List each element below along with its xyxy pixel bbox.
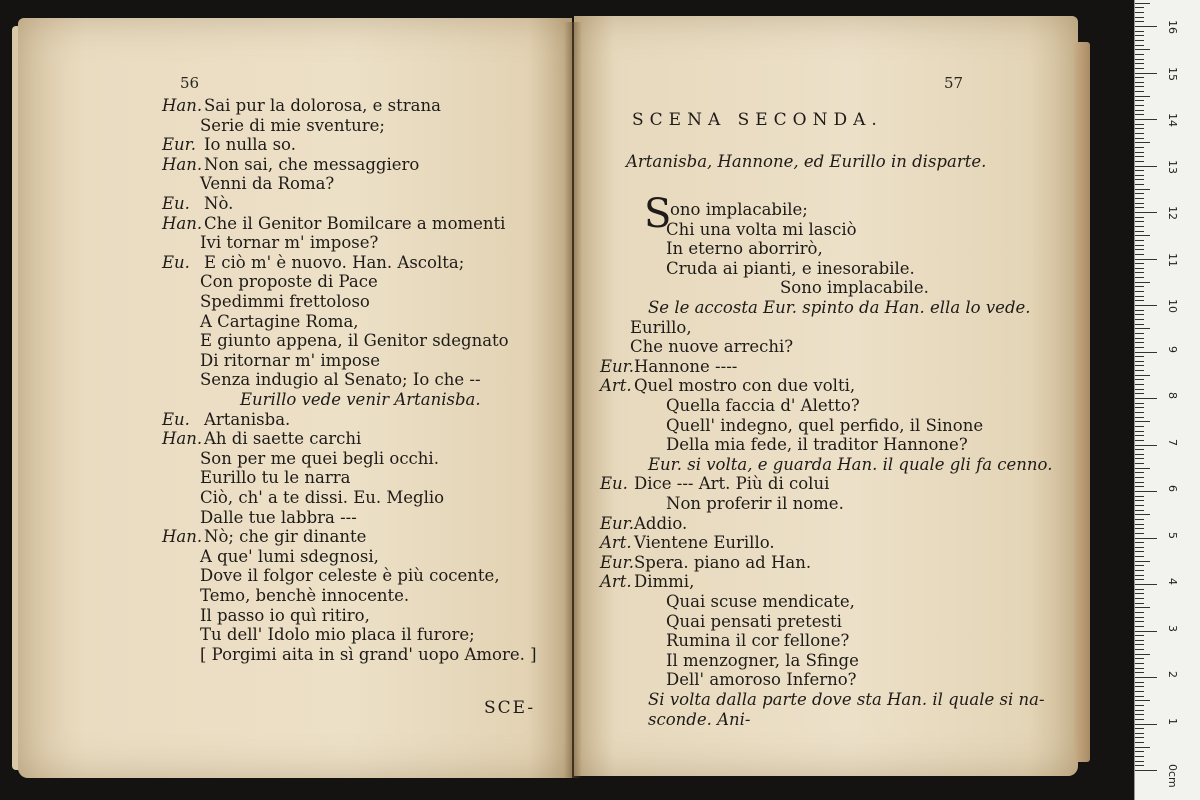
ruler-tick (1135, 403, 1144, 404)
ruler-tick (1135, 282, 1150, 283)
ruler-tick (1135, 370, 1144, 371)
ruler-tick (1135, 728, 1144, 729)
ruler-tick (1135, 221, 1144, 222)
verse-line: Il passo io quì ritiro, (200, 605, 370, 625)
ruler-tick (1135, 631, 1157, 632)
scene-title: SCENA SECONDA. (632, 110, 883, 130)
ruler-tick (1135, 365, 1144, 366)
ruler-tick (1135, 161, 1144, 162)
verse-line: Eurillo tu le narra (200, 468, 351, 488)
scene-stage-direction: Artanisba, Hannone, ed Eurillo in disparte. (626, 152, 987, 171)
verse-line: Chi una volta mi lasciò (666, 219, 857, 239)
ruler-tick (1135, 421, 1150, 422)
speaker-label: Eu. (162, 194, 190, 213)
ruler-tick (1135, 338, 1144, 339)
ruler-tick (1135, 147, 1144, 148)
left-catchword: SCE- (484, 698, 536, 718)
verse-line: Spera. piano ad Han. (634, 552, 812, 572)
stage-direction-line: Eurillo vede venir Artanisba. (240, 390, 481, 409)
ruler-tick (1135, 207, 1144, 208)
ruler-tick (1135, 617, 1144, 618)
verse-line: Di ritornar m' impose (200, 350, 381, 370)
ruler-tick (1135, 570, 1144, 571)
ruler-tick (1135, 198, 1144, 199)
verse-line: Sai pur la dolorosa, e strana (204, 96, 441, 115)
ruler-tick (1135, 245, 1144, 246)
verse-line: In eterno aborrirò, (666, 239, 823, 259)
ruler-tick (1135, 458, 1144, 459)
ruler-tick (1135, 128, 1144, 129)
measurement-ruler (1134, 0, 1200, 800)
ruler-tick (1135, 770, 1157, 771)
ruler-tick (1135, 417, 1144, 418)
ruler-tick (1135, 505, 1144, 506)
verse-line: A Cartagine Roma, (200, 311, 359, 331)
ruler-tick (1135, 463, 1144, 464)
ruler-tick (1135, 696, 1144, 697)
verse-line: Son per me quei begli occhi. (200, 448, 439, 468)
ruler-tick (1135, 35, 1144, 36)
stage-direction-line: sconde. Ani- (648, 709, 751, 729)
ruler-tick (1135, 12, 1144, 13)
ruler-tick (1135, 324, 1144, 325)
ruler-tick (1135, 584, 1157, 585)
ruler-tick (1135, 86, 1144, 87)
ruler-label: 3 (1166, 624, 1179, 632)
ruler-tick (1135, 542, 1144, 543)
ruler-tick (1135, 598, 1144, 599)
book-gutter (564, 22, 582, 778)
ruler-tick (1135, 361, 1144, 362)
ruler-tick (1135, 607, 1150, 608)
ruler-tick (1135, 138, 1144, 139)
ruler-tick (1135, 231, 1144, 232)
verse-line: Che nuove arrechi? (630, 337, 794, 357)
verse-line: ono implacabile; (670, 200, 808, 219)
ruler-tick (1135, 291, 1144, 292)
ruler-tick (1135, 756, 1144, 757)
ruler-tick (1135, 68, 1144, 69)
verse-line: Tu dell' Idolo mio placa il furore; (200, 625, 475, 645)
ruler-tick (1135, 91, 1144, 92)
verse-line: Sono implacabile. (780, 278, 929, 298)
ruler-tick (1135, 547, 1144, 548)
ruler-tick (1135, 747, 1150, 748)
ruler-tick (1135, 500, 1144, 501)
ruler-tick (1135, 556, 1144, 557)
ruler-tick (1135, 54, 1144, 55)
verse-line: Eurillo, (630, 317, 692, 337)
speaker-label: Art. (600, 533, 632, 553)
verse-line: A que' lumi sdegnosi, (200, 546, 379, 566)
ruler-tick (1135, 454, 1144, 455)
ruler-tick (1135, 486, 1144, 487)
ruler-tick (1135, 235, 1150, 236)
right-page (574, 16, 1078, 776)
left-page (18, 18, 572, 778)
speaker-label: Eu. (162, 409, 190, 429)
ruler-tick (1135, 668, 1144, 669)
ruler-tick (1135, 254, 1144, 255)
ruler-tick (1135, 575, 1144, 576)
ruler-tick (1135, 677, 1157, 678)
ruler-tick (1135, 296, 1144, 297)
ruler-tick (1135, 589, 1144, 590)
ruler-tick (1135, 579, 1144, 580)
ruler-tick (1135, 524, 1144, 525)
speaker-label: Han. (162, 96, 203, 115)
ruler-tick (1135, 310, 1144, 311)
ruler-label: 16 (1166, 20, 1179, 34)
ruler-tick (1135, 277, 1144, 278)
ruler-tick (1135, 114, 1144, 115)
speaker-label: Eur. (600, 513, 634, 533)
ruler-tick (1135, 737, 1144, 738)
verse-line: Addio. (634, 513, 688, 533)
ruler-tick (1135, 21, 1144, 22)
open-book (18, 12, 1080, 784)
ruler-tick (1135, 593, 1144, 594)
ruler-tick (1135, 663, 1144, 664)
ruler-tick (1135, 286, 1144, 287)
verse-line: Quai scuse mendicate, (666, 592, 855, 611)
ruler-tick (1135, 519, 1144, 520)
ruler-label: 1 (1166, 717, 1179, 725)
ruler-tick (1135, 142, 1150, 143)
verse-line: Ciò, ch' a te dissi. Eu. Meglio (200, 488, 445, 507)
ruler-tick (1135, 170, 1144, 171)
ruler-label: 4 (1166, 578, 1179, 585)
ruler-tick (1135, 658, 1144, 659)
verse-line: Senza indugio al Senato; Io che -- (200, 370, 481, 390)
speaker-label: Han. (162, 213, 203, 233)
ruler-tick (1135, 384, 1144, 385)
ruler-tick (1135, 212, 1157, 213)
ruler-tick (1135, 431, 1144, 432)
ruler-tick (1135, 375, 1150, 376)
ruler-tick (1135, 105, 1144, 106)
ruler-tick (1135, 300, 1144, 301)
ruler-tick (1135, 733, 1144, 734)
ruler-tick (1135, 110, 1144, 111)
verse-line: Spedimmi frettoloso (200, 292, 370, 311)
ruler-tick (1135, 649, 1144, 650)
ruler-tick (1135, 472, 1144, 473)
speaker-label: Han. (162, 154, 203, 174)
ruler-tick (1135, 59, 1144, 60)
verse-line: Dove il folgor celeste è più cocente, (200, 566, 500, 586)
verse-line: Il menzogner, la Sfinge (666, 650, 859, 670)
ruler-label: 8 (1166, 392, 1179, 399)
ruler-tick (1135, 63, 1144, 64)
ruler-tick (1135, 635, 1144, 636)
verse-line: Rumina il cor fellone? (666, 631, 850, 651)
ruler-tick (1135, 319, 1144, 320)
verse-line: Con proposte di Pace (200, 272, 378, 292)
ruler-tick (1135, 533, 1144, 534)
ruler-tick (1135, 565, 1144, 566)
speaker-label: Eur. (600, 356, 634, 376)
ruler-tick (1135, 714, 1144, 715)
verse-line: Ah di saette carchi (204, 429, 362, 449)
ruler-tick (1135, 77, 1144, 78)
verse-line: Hannone ---- (634, 356, 738, 376)
ruler-tick (1135, 407, 1144, 408)
ruler-label: 15 (1166, 66, 1179, 81)
ruler-tick (1135, 7, 1144, 8)
verse-line: Non sai, che messaggiero (204, 154, 420, 174)
ruler-label: 9 (1166, 345, 1179, 353)
verse-line: Venni da Roma? (200, 174, 335, 194)
ruler-tick (1135, 477, 1144, 478)
ruler-tick (1135, 3, 1150, 4)
ruler-tick (1135, 496, 1144, 497)
ruler-tick (1135, 412, 1144, 413)
left-page-number: 56 (180, 74, 200, 92)
ruler-tick (1135, 226, 1144, 227)
ruler-tick (1135, 389, 1144, 390)
verse-line: Ivi tornar m' impose? (200, 233, 379, 253)
right-page-number: 57 (944, 74, 964, 92)
ruler-tick (1135, 156, 1144, 157)
ruler-tick (1135, 347, 1144, 348)
stage-direction-line: Si volta dalla parte dove sta Han. il quale si na- (648, 690, 1045, 709)
ruler-tick (1135, 640, 1144, 641)
ruler-tick (1135, 603, 1144, 604)
ruler-tick (1135, 17, 1144, 18)
speaker-label: Art. (600, 376, 632, 396)
verse-line: Dice --- Art. Più di colui (634, 474, 830, 494)
verse-line: [ Porgimi aita in sì grand' uopo Amore. ] (200, 644, 537, 664)
ruler-tick (1135, 40, 1144, 41)
ruler-tick (1135, 751, 1144, 752)
verse-line: Quell' indegno, quel perfido, il Sinone (666, 415, 984, 435)
ruler-tick (1135, 445, 1157, 446)
ruler-tick (1135, 193, 1144, 194)
ruler-tick (1135, 189, 1150, 190)
verse-line: Dimmi, (634, 572, 695, 592)
verse-line: E giunto appena, il Genitor sdegnato (200, 331, 509, 351)
ruler-tick (1135, 179, 1144, 180)
verse-line: Cruda ai pianti, e inesorabile. (666, 258, 915, 278)
ruler-tick (1135, 626, 1144, 627)
verse-line: Temo, benchè innocente. (200, 586, 410, 605)
ruler-tick (1135, 654, 1150, 655)
ruler-label: 12 (1166, 206, 1179, 220)
ruler-tick (1135, 482, 1144, 483)
ruler-tick (1135, 314, 1144, 315)
ruler-tick (1135, 272, 1144, 273)
ruler-tick (1135, 133, 1144, 134)
ruler-tick (1135, 468, 1150, 469)
ruler-label: 2 (1166, 671, 1179, 678)
ruler-tick (1135, 440, 1144, 441)
ruler-tick (1135, 100, 1144, 101)
ruler-label: 7 (1166, 438, 1179, 446)
ruler-tick (1135, 514, 1150, 515)
speaker-label: Eur. (600, 552, 634, 572)
verse-line: Della mia fede, il traditor Hannone? (666, 435, 968, 455)
ruler-tick (1135, 31, 1144, 32)
ruler-label: 0cm (1166, 764, 1179, 788)
drop-cap: S (644, 191, 672, 237)
verse-line: Vientene Eurillo. (634, 533, 775, 553)
ruler-tick (1135, 249, 1144, 250)
ruler-tick (1135, 82, 1144, 83)
ruler-tick (1135, 45, 1144, 46)
ruler-label: 11 (1166, 252, 1179, 267)
ruler-tick (1135, 700, 1150, 701)
ruler-tick (1135, 644, 1144, 645)
ruler-tick (1135, 184, 1144, 185)
verse-line: Quel mostro con due volti, (634, 376, 856, 396)
ruler-tick (1135, 561, 1150, 562)
ruler-tick (1135, 691, 1144, 692)
verse-line: Quella faccia d' Aletto? (666, 396, 860, 415)
verse-line: Dalle tue labbra --- (200, 507, 357, 527)
ruler-tick (1135, 96, 1150, 97)
speaker-label: Han. (162, 527, 203, 547)
ruler-tick (1135, 398, 1157, 399)
ruler-tick (1135, 510, 1144, 511)
speaker-label: Eur. (162, 135, 196, 155)
ruler-tick (1135, 166, 1157, 167)
ruler-tick (1135, 621, 1144, 622)
ruler-tick (1135, 710, 1144, 711)
ruler-tick (1135, 491, 1157, 492)
ruler-tick (1135, 724, 1157, 725)
verse-line: Dell' amoroso Inferno? (666, 670, 857, 690)
ruler-tick (1135, 393, 1144, 394)
ruler-label: 14 (1166, 113, 1179, 127)
ruler-tick (1135, 305, 1157, 306)
ruler-tick (1135, 352, 1157, 353)
verse-line: E ciò m' è nuovo. Han. Ascolta; (204, 252, 465, 272)
ruler-tick (1135, 73, 1157, 74)
ruler-tick (1135, 240, 1144, 241)
stage-direction-line: Eur. si volta, e guarda Han. il quale gli fa cenno. (648, 454, 1053, 474)
stage-direction-line: Se le accosta Eur. spinto da Han. ella lo vede. (648, 298, 1031, 317)
ruler-tick (1135, 765, 1144, 766)
ruler-tick (1135, 259, 1157, 260)
ruler-tick (1135, 328, 1150, 329)
verse-line: Nò; che gir dinante (204, 527, 367, 547)
ruler-tick (1135, 203, 1144, 204)
verse-line: Nò. (204, 194, 234, 213)
speaker-label: Eu. (600, 474, 628, 494)
ruler-tick (1135, 672, 1144, 673)
ruler-tick (1135, 435, 1144, 436)
ruler-tick (1135, 268, 1144, 269)
ruler-tick (1135, 449, 1144, 450)
ruler-tick (1135, 551, 1144, 552)
ruler-label: 10 (1166, 299, 1179, 313)
ruler-label: 6 (1166, 485, 1179, 492)
ruler-tick (1135, 705, 1144, 706)
right-page-edge (1074, 42, 1090, 762)
ruler-tick (1135, 379, 1144, 380)
ruler-tick (1135, 356, 1144, 357)
ruler-tick (1135, 49, 1150, 50)
verse-line: Artanisba. (204, 409, 291, 429)
ruler-tick (1135, 333, 1144, 334)
ruler-label: 5 (1166, 531, 1179, 539)
ruler-tick (1135, 124, 1144, 125)
verse-line: Serie di mie sventure; (200, 115, 385, 135)
ruler-tick (1135, 538, 1157, 539)
verse-line: Quai pensati pretesti (666, 611, 842, 631)
ruler-tick (1135, 742, 1144, 743)
ruler-tick (1135, 152, 1144, 153)
verse-line: Che il Genitor Bomilcare a momenti (204, 213, 506, 233)
ruler-tick (1135, 426, 1144, 427)
ruler-tick (1135, 528, 1144, 529)
verse-line: Io nulla so. (204, 135, 296, 155)
ruler-tick (1135, 342, 1144, 343)
ruler-tick (1135, 119, 1157, 120)
ruler-tick (1135, 682, 1144, 683)
speaker-label: Eu. (162, 252, 190, 272)
verse-line: Non proferir il nome. (666, 494, 844, 513)
ruler-tick (1135, 761, 1144, 762)
ruler-label: 13 (1166, 159, 1179, 174)
speaker-label: Han. (162, 429, 203, 449)
ruler-tick (1135, 26, 1157, 27)
ruler-tick (1135, 612, 1144, 613)
ruler-tick (1135, 175, 1144, 176)
ruler-tick (1135, 217, 1144, 218)
speaker-label: Art. (600, 572, 632, 592)
ruler-tick (1135, 686, 1144, 687)
ruler-tick (1135, 263, 1144, 264)
ruler-tick (1135, 719, 1144, 720)
